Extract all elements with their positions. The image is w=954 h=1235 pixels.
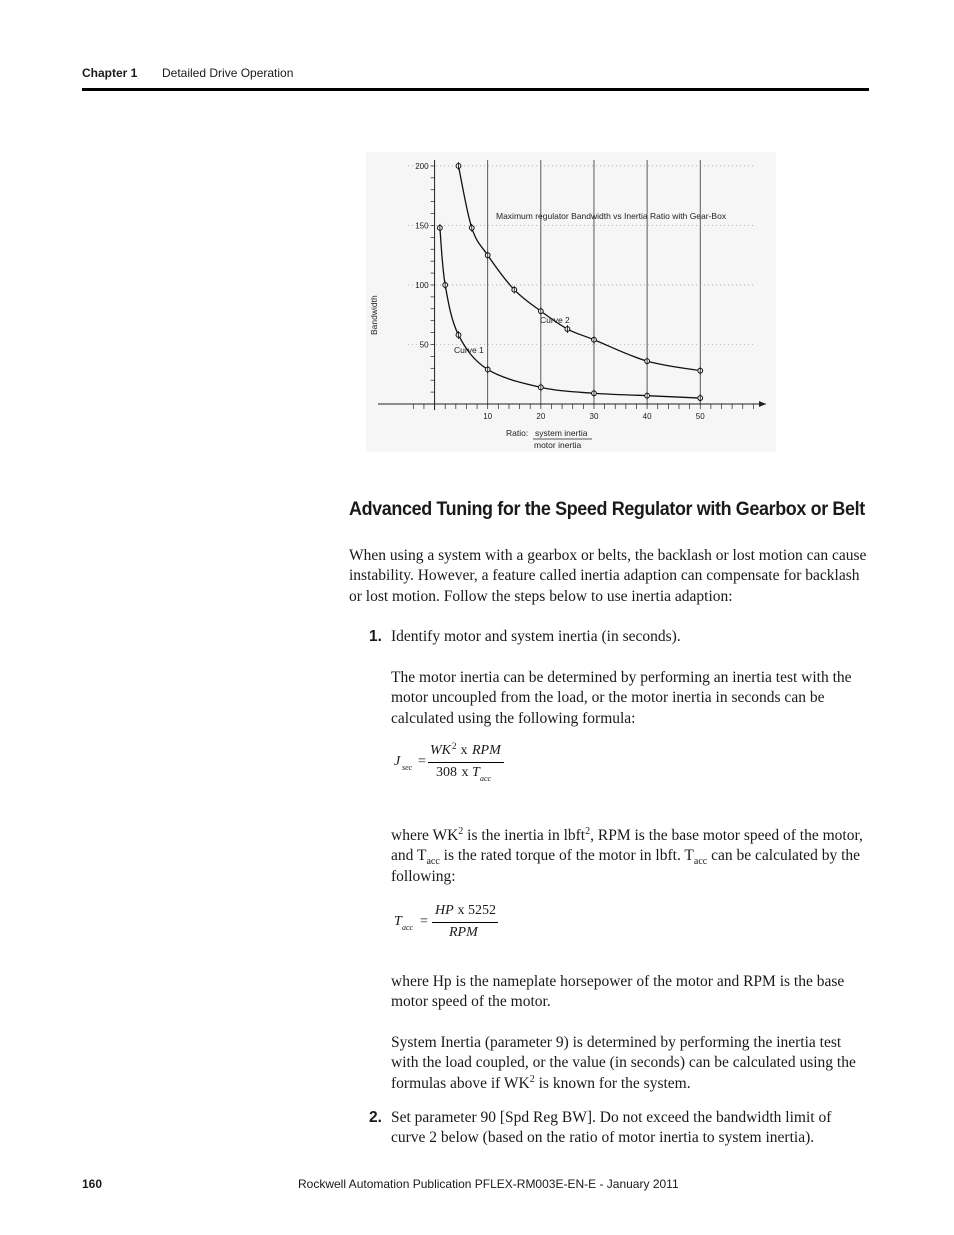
x-tick-label: 50 [695, 412, 705, 421]
y-tick-label: 50 [419, 340, 429, 350]
step-1-paragraph-1: The motor inertia can be determined by performing an inertia test with the motor uncoupled from the load, or the motor inertia in seconds can be calculated using the following formula: [391, 669, 852, 727]
x-tick-label: 20 [536, 412, 546, 421]
inertia-equation [394, 742, 514, 784]
y-tick-label: 150 [415, 221, 429, 231]
eq1-fraction-bar [428, 762, 504, 763]
para2-text-e: can be calculated by the following: [391, 847, 861, 885]
header-rule [82, 88, 869, 91]
para2-sup-1: 2 [458, 825, 464, 837]
para2-text-d: is the rated torque of the motor in lbft. T [439, 847, 694, 865]
eq2-fraction-bar [432, 922, 498, 923]
para2-text-a: where WK [391, 827, 459, 844]
x-tick-label: 10 [483, 412, 493, 421]
curve-2-label: Curve 2 [540, 315, 570, 325]
eq1-den-a: 308 [436, 765, 457, 780]
step-2-number: 2. [369, 1109, 382, 1126]
eq2-den: RPM [449, 925, 478, 940]
curve-1-label: Curve 1 [454, 345, 484, 355]
eq1-den-b: T [472, 765, 480, 780]
intro-paragraph: When using a system with a gearbox or belts, the backlash or lost motion can cause instability. However, a feature called inertia adaption can compensate for backlash or lost motion. Follow the steps below to use inertia adaption: [349, 547, 867, 605]
step-1-number: 1. [369, 628, 382, 645]
para2-sub-1: acc [426, 856, 440, 868]
x-axis-label-denominator: motor inertia [534, 440, 582, 450]
chart-ticks [413, 162, 753, 421]
bandwidth-chart [366, 152, 776, 452]
y-tick-label: 100 [415, 280, 429, 290]
x-axis-label-numerator: system inertia [535, 428, 588, 438]
para4-text-b: is known for the system. [534, 1074, 691, 1092]
x-tick-label: 30 [589, 412, 599, 421]
eq1-lhs-sub: sec [402, 763, 413, 772]
eq1-num-b: RPM [472, 743, 501, 758]
step-2-text: Set parameter 90 [Spd Reg BW]. Do not exceed the bandwidth limit of curve 2 below (based on the ratio of motor inertia to system inertia). [391, 1109, 832, 1147]
eq1-lhs: J [394, 754, 401, 769]
y-axis-label: Bandwidth [369, 295, 379, 335]
publication-info: Rockwell Automation Publication PFLEX-RM003E-EN-E - January 2011 [298, 1177, 679, 1191]
para2-text-b: is the inertia in lbft [463, 827, 586, 844]
y-tick-label: 200 [415, 161, 429, 171]
x-axis-label-prefix: Ratio: [506, 428, 529, 438]
eq1-den-sub: acc [480, 774, 492, 783]
eq2-num-a: HP [435, 903, 454, 918]
section-heading: Advanced Tuning for the Speed Regulator with Gearbox or Belt [349, 498, 865, 520]
step-1-paragraph-4 [391, 1033, 869, 1094]
eq1-den-x: x [458, 765, 472, 780]
eq1-equals: = [418, 754, 426, 769]
chart-title: Maximum regulator Bandwidth vs Inertia Ratio with Gear-Box [496, 211, 727, 221]
series-line-2 [458, 166, 700, 371]
step-1-text: Identify motor and system inertia (in seconds). [391, 628, 681, 645]
chart-grid [408, 160, 756, 404]
eq1-num-sup: 2 [452, 741, 457, 751]
step-1-paragraph-2 [391, 826, 869, 887]
eq2-equals: = [420, 914, 428, 929]
series-line-1 [440, 228, 700, 398]
eq2-num-b: x 5252 [454, 903, 496, 918]
para2-sub-2: acc [693, 856, 708, 868]
eq2-lhs-sub: acc [402, 923, 414, 932]
torque-equation [394, 902, 504, 944]
para2-sup-2: 2 [585, 825, 591, 837]
page-number: 160 [82, 1177, 103, 1191]
step-1-paragraph-3: where Hp is the nameplate horsepower of the motor and RPM is the base motor speed of the motor. [391, 973, 845, 1011]
para2-text-c: , RPM is the base motor speed of the motor, and T [391, 827, 863, 865]
para4-text-a: System Inertia (parameter 9) is determined by performing the inertia test with the load coupled, or the value (in seconds) can be calculated using the formulas above if WK [391, 1034, 856, 1092]
para4-sup: 2 [529, 1073, 535, 1085]
eq1-num-a: WK [430, 743, 451, 758]
x-tick-label: 40 [642, 412, 652, 421]
chapter-label: Chapter 1 [82, 66, 138, 80]
section-label: Detailed Drive Operation [162, 66, 294, 80]
eq2-lhs: T [394, 914, 402, 929]
chart-series [437, 162, 702, 402]
eq1-num-x: x [457, 743, 471, 758]
x-axis-arrow [759, 401, 766, 407]
